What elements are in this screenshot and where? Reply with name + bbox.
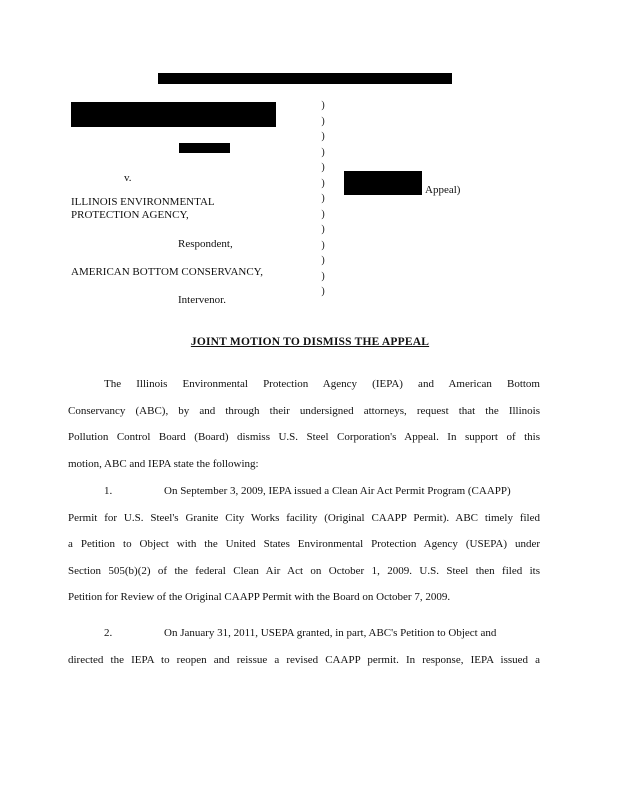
numbered-paragraph-2 bbox=[68, 620, 540, 673]
intro-paragraph bbox=[68, 371, 540, 477]
redaction-bar-petitioner bbox=[71, 102, 276, 127]
intro-line-2: Conservancy (ABC), by and through their undersigned attorneys, request that the Illinois bbox=[68, 404, 540, 417]
case-number-suffix: Appeal) bbox=[425, 184, 461, 196]
intervenor-role: Intervenor. bbox=[178, 294, 226, 306]
item-2-number: 2. bbox=[104, 627, 113, 639]
caption-paren: ) bbox=[321, 162, 325, 173]
redaction-bar-header bbox=[158, 73, 452, 84]
item-1-line-3: a Petition to Object with the United States Environmental Protection Agency (USEPA) under bbox=[68, 538, 540, 551]
intervenor-name: AMERICAN BOTTOM CONSERVANCY, bbox=[71, 266, 263, 278]
caption-paren-column bbox=[318, 98, 328, 300]
caption-paren: ) bbox=[321, 255, 325, 266]
caption-paren: ) bbox=[321, 115, 325, 127]
intro-line-3: Pollution Control Board (Board) dismiss U.S. Steel Corporation's Appeal. In support of this bbox=[68, 431, 540, 444]
document-title: JOINT MOTION TO DISMISS THE APPEAL bbox=[190, 336, 430, 348]
caption-paren: ) bbox=[321, 146, 325, 158]
item-1-line-5: Petition for Review of the Original CAAPP Permit with the Board on October 7, 2009. bbox=[68, 591, 451, 604]
item-1-line-1: 1. On September 3, 2009, IEPA issued a Clean Air Act Permit Program (CAAPP) bbox=[68, 478, 540, 505]
caption-versus: v. bbox=[124, 172, 132, 184]
caption-paren: ) bbox=[321, 100, 325, 111]
redaction-bar-case-number bbox=[344, 171, 422, 195]
redaction-bar-petitioner-role bbox=[179, 143, 230, 153]
respondent-role: Respondent, bbox=[178, 238, 233, 250]
item-1-line-4: Section 505(b)(2) of the federal Clean Air Act on October 1, 2009. U.S. Steel then filed its bbox=[68, 564, 540, 577]
item-1-number: 1. bbox=[104, 485, 113, 497]
caption-paren: ) bbox=[321, 286, 325, 297]
item-2-line-1: 2. On January 31, 2011, USEPA granted, in part, ABC's Petition to Object and bbox=[68, 620, 540, 647]
caption-paren: ) bbox=[321, 131, 325, 142]
caption-paren: ) bbox=[321, 270, 325, 282]
caption-paren: ) bbox=[321, 208, 325, 220]
respondent-name-line-1: ILLINOIS ENVIRONMENTAL bbox=[71, 196, 215, 208]
item-1-line-2: Permit for U.S. Steel's Granite City Works facility (Original CAAPP Permit). ABC timely filed bbox=[68, 511, 540, 524]
caption-paren: ) bbox=[321, 239, 325, 251]
intro-line-1: The Illinois Environmental Protection Agency (IEPA) and American Bottom bbox=[104, 378, 540, 390]
intro-line-4: motion, ABC and IEPA state the following: bbox=[68, 457, 259, 470]
item-2-line-2: directed the IEPA to reopen and reissue a revised CAAPP permit. In response, IEPA issued a bbox=[68, 653, 540, 666]
caption-paren: ) bbox=[321, 177, 325, 189]
caption-paren: ) bbox=[321, 193, 325, 204]
numbered-paragraph-1 bbox=[68, 478, 540, 611]
caption-paren: ) bbox=[321, 224, 325, 235]
respondent-name-line-2: PROTECTION AGENCY, bbox=[71, 209, 189, 221]
